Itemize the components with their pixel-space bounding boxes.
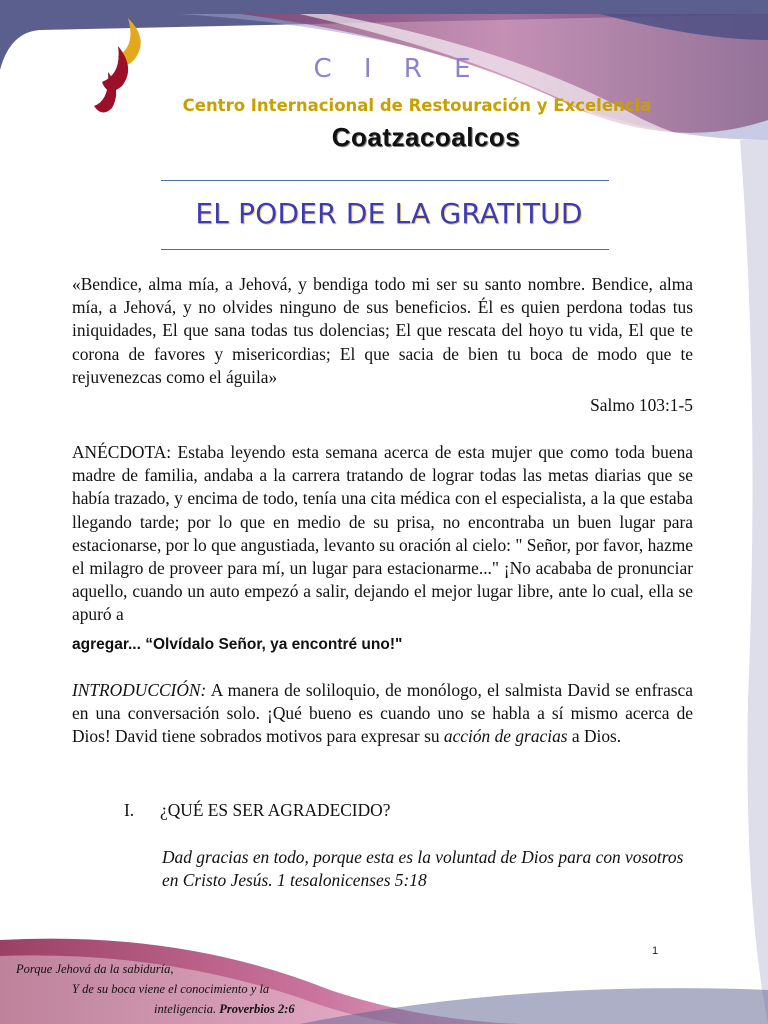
footer-line-2: Y de su boca viene el conocimiento y la — [72, 982, 270, 996]
footer-line-3 — [154, 1002, 295, 1017]
anecdote-closing — [72, 632, 693, 656]
page-number: 1 — [652, 945, 659, 957]
anecdote-paragraph — [72, 441, 693, 627]
city-name: Coatzacoalcos — [331, 122, 521, 152]
anecdote-closing-bold: agregar... “Olvídalo Señor, ya encontré uno!" — [72, 636, 403, 653]
section-title: ¿QUÉ ES SER AGRADECIDO? — [160, 800, 391, 820]
section-verse: Dad gracias en todo, porque esta es la voluntad de Dios para con vosotros en Cristo Jesús. 1 tesalonicenses 5:18 — [162, 847, 684, 891]
page-title: EL PODER DE LA GRATITUD — [195, 197, 583, 230]
introduction-emphasis: acción de gracias — [443, 726, 568, 747]
introduction-end: a Dios. — [567, 726, 622, 747]
anecdote-text: ANÉCDOTA: Estaba leyendo esta semana acerca de esta mujer que como toda buena madre de familia, andaba a la carrera tratando de lograr todas las metas diarias que se había trazado, y encima de todo, tenía una cita médica con el especialista, a la que estaba llegando tarde; por lo que en medio de su prisa, no encontraba un buen lugar para estacionarse, por lo que angustiada, levanto su oración al cielo: " Señor, por favor, hazme el milagro de proveer para mí, un lugar para estacionarme..." ¡No acababa de pronunciar aquello, cuando un auto empezó a salir, dejando el mejor lugar libre, ante lo cual, ella se apuró a — [72, 442, 693, 625]
psalm-reference: Salmo 103:1-5 — [590, 395, 693, 415]
org-acronym: C I R E — [313, 54, 483, 84]
section-number: I. — [124, 800, 135, 820]
footer-line-3-text: inteligencia. — [154, 1002, 217, 1016]
org-full-name: Centro Internacional de Restouración y Excelencia — [182, 96, 652, 115]
top-divider — [161, 180, 609, 181]
introduction-text: A manera de soliloquio, de monólogo, el salmista David se enfrasca en una conversación solo. ¡Qué bueno es cuando uno se habla a sí mismo acerca de Dios! David tiene sobrados motivos para expresar su — [72, 680, 693, 747]
footer-line-1: Porque Jehová da la sabiduría, — [16, 962, 174, 976]
introduction-label: INTRODUCCIÓN: — [72, 680, 207, 700]
psalm-quote: «Bendice, alma mía, a Jehová, y bendiga todo mi ser su santo nombre. Bendice, alma mía, a Jehová, y no olvides ninguno de sus beneficios. Él es quien perdona todas tus iniquidades, El que sana todas tus dolencias; El que rescata del hoyo tu vida, El que te corona de favores y misericordias; El que sacia de bien tu boca de modo que te rejuvenezcas como el águila» — [72, 274, 693, 387]
footer-reference: Proverbios 2:6 — [219, 1002, 295, 1016]
bottom-divider — [161, 249, 609, 250]
section-heading — [124, 800, 390, 821]
introduction-paragraph — [72, 679, 693, 749]
